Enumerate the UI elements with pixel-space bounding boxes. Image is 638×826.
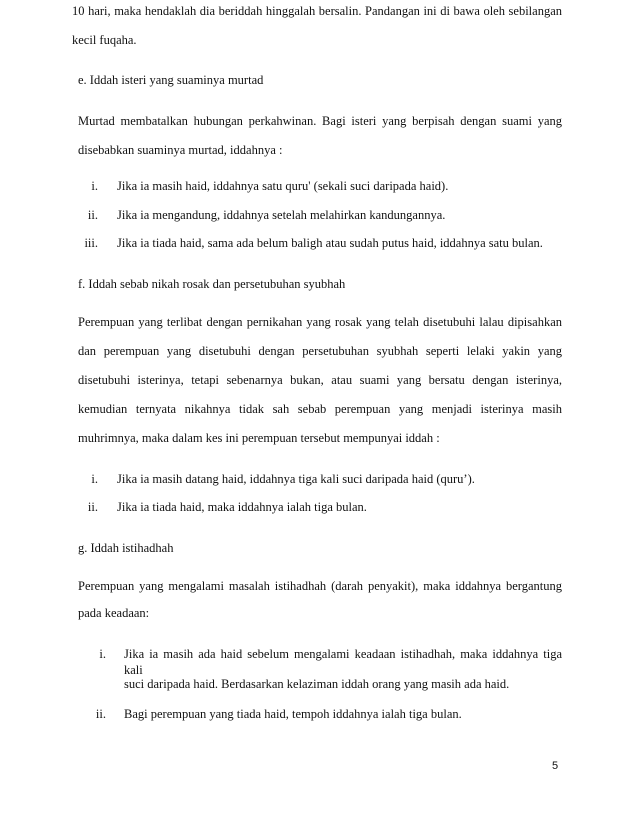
- section-f-paragraph-line-1: Perempuan yang terlibat dengan pernikahan yang rosak yang telah disetubuhi lalau dipisahkan: [78, 315, 562, 329]
- section-e-item-2-text: Jika ia mengandung, iddahnya setelah melahirkan kandungannya.: [117, 208, 446, 222]
- section-e-item-1-text: Jika ia masih haid, iddahnya satu quru' (sekali suci daripada haid).: [117, 179, 449, 193]
- section-e-paragraph-line-2: disebabkan suaminya murtad, iddahnya :: [78, 143, 283, 157]
- section-f-paragraph-line-3: disetubuhi isterinya, tetapi sebenarnya bukan, atau suami yang bersatu dengan isterinya,: [78, 373, 562, 387]
- section-e-item-3-number: iii.: [84, 236, 98, 250]
- section-g-heading: g. Iddah istihadhah: [78, 541, 174, 555]
- intro-line-2: kecil fuqaha.: [72, 33, 137, 47]
- section-f-paragraph-line-2: dan perempuan yang disetubuhi dengan persetubuhan syubhah seperti lelaki yakin yang: [78, 344, 562, 358]
- section-f-item-1-text: Jika ia masih datang haid, iddahnya tiga kali suci daripada haid (quru’).: [117, 472, 475, 486]
- section-f-item-1-number: i.: [91, 472, 98, 486]
- section-e-item-3-text: Jika ia tiada haid, sama ada belum baligh atau sudah putus haid, iddahnya satu bulan.: [117, 236, 543, 250]
- section-f-item-2-text: Jika ia tiada haid, maka iddahnya ialah tiga bulan.: [117, 500, 367, 514]
- section-e-item-2-number: ii.: [87, 208, 98, 222]
- section-g-paragraph-line-2: pada keadaan:: [78, 606, 150, 620]
- section-g-item-1-line-2: suci daripada haid. Berdasarkan kelaziman iddah orang yang masih ada haid.: [124, 677, 510, 691]
- section-e-item-1-number: i.: [91, 179, 98, 193]
- section-g-paragraph-line-1: Perempuan yang mengalami masalah istihadhah (darah penyakit), maka iddahnya bergantung: [78, 579, 562, 593]
- intro-line-1: 10 hari, maka hendaklah dia beriddah hinggalah bersalin. Pandangan ini di bawa oleh sebilangan: [72, 4, 562, 18]
- section-g-item-1-line-1: Jika ia masih ada haid sebelum mengalami keadaan istihadhah, maka iddahnya tiga kali: [124, 647, 562, 677]
- section-e-paragraph-line-1: Murtad membatalkan hubungan perkahwinan. Bagi isteri yang berpisah dengan suami yang: [78, 114, 562, 128]
- page-number: 5: [552, 760, 559, 772]
- section-f-heading: f. Iddah sebab nikah rosak dan persetubuhan syubhah: [78, 277, 346, 291]
- section-f-paragraph-line-5: muhrimnya, maka dalam kes ini perempuan tersebut mempunyai iddah :: [78, 431, 440, 445]
- section-g-item-2-line-1: Bagi perempuan yang tiada haid, tempoh iddahnya ialah tiga bulan.: [124, 707, 462, 721]
- section-g-item-1-number: i.: [99, 647, 106, 661]
- section-e-heading: e. Iddah isteri yang suaminya murtad: [78, 73, 264, 87]
- section-f-paragraph-line-4: kemudian ternyata nikahnya tidak sah sebab perempuan yang menjadi isterinya masih: [78, 402, 562, 416]
- section-g-item-2-number: ii.: [95, 707, 106, 721]
- section-f-item-2-number: ii.: [87, 500, 98, 514]
